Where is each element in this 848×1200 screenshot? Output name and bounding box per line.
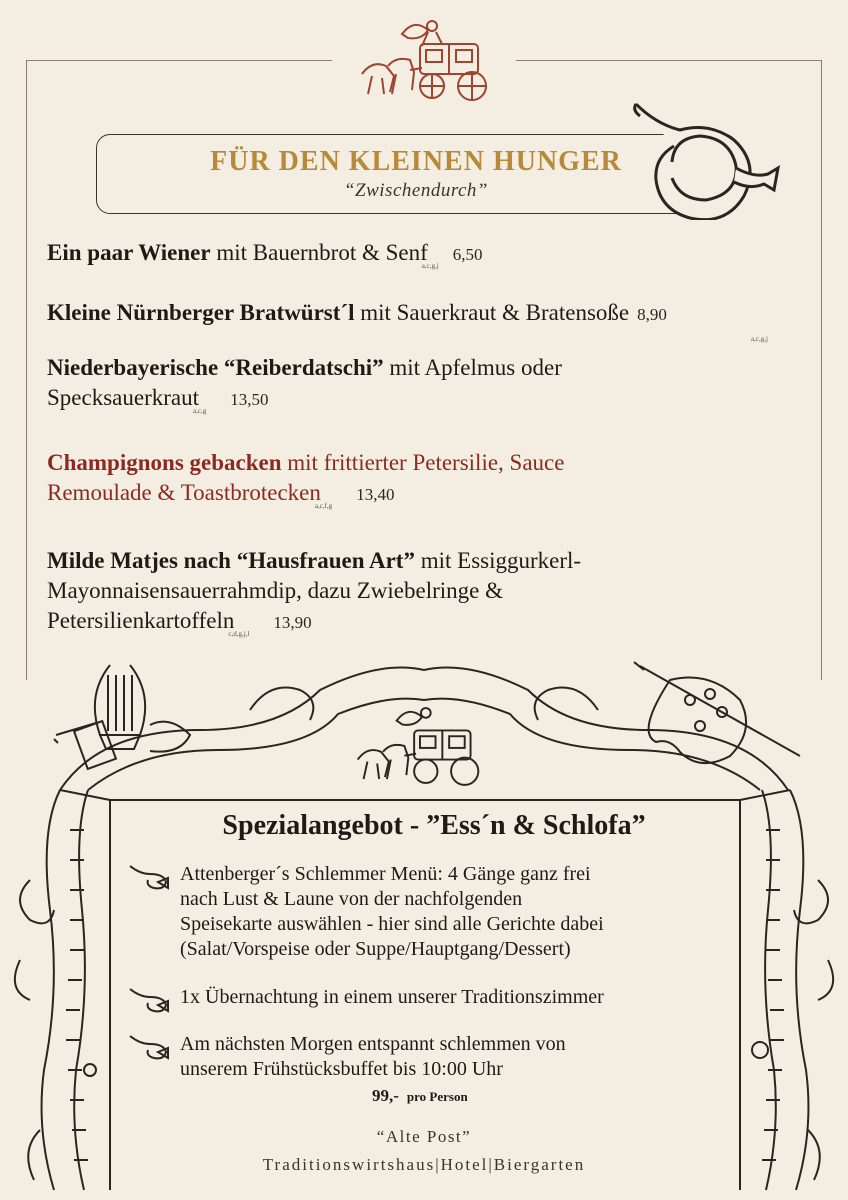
price: 13,50 [230,390,269,409]
frame-left [26,60,27,680]
posthorn-icon [632,96,782,220]
stagecoach-small-icon [348,700,490,790]
menu-item-champignons: Champignons gebacken mit frittierter Petersilie, Sauce Remoulade & Toastbrotecken$_{a,c,f,g}$13,40 [47,450,565,510]
allergen-code: a,c,g [193,407,207,415]
price: 8,90 [637,305,667,324]
stagecoach-logo-icon [352,14,498,104]
offer-bullet: 1x Übernachtung in einem unserer Traditionszimmer [128,985,728,1015]
menu-item-bratwurst: Kleine Nürnberger Bratwürst´l mit Sauerkraut & Bratensoße a,c,g,j 8,90 [47,298,667,330]
menu-item-wiener: Ein paar Wiener mit Bauernbrot & Senf$_{a,c,g,j}$6,50 [47,240,483,270]
price: 6,50 [452,245,483,264]
frame-top-left [26,60,332,61]
lyre-ornament-icon [50,655,200,775]
offer-price: 99,- pro Person [372,1086,468,1105]
menu-item-reiberdatschi: Niederbayerische “Reiberdatschi” mit Apfelmus oder Specksauerkraut$_{a,c,g}$13,50 [47,355,562,415]
frame-top-right [516,60,822,61]
offer-title: Spezialangebot - ”Ess´n & Schlofa” [222,810,646,841]
menu-item-matjes: Milde Matjes nach “Hausfrauen Art” mit Essiggurkerl- Mayonnaisensauerrahmdip, dazu Zwiebelringe & Petersilienkartoffeln$_{c,d,g,j,l}$13,90 [47,548,582,638]
footer-name: “Alte Post” [376,1127,472,1146]
allergen-code: c,d,g,j,l [228,630,250,638]
section-title: FÜR DEN KLEINEN HUNGER [210,146,622,177]
offer-bullet: Am nächsten Morgen entspannt schlemmen von unserem Frühstücksbuffet bis 10:00 Uhr [128,1032,728,1087]
palette-ornament-icon [630,660,810,770]
posthorn-bullet-icon [128,862,172,892]
section-subtitle: “Zwischendurch” [343,180,489,201]
offer-bullet: Attenberger´s Schlemmer Menü: 4 Gänge ganz frei nach Lust & Laune von der nachfolgenden Speisekarte auswählen - hier sind alle Gerichte dabei (Salat/Vorspeise oder Suppe/Hauptgang/Dessert) [128,862,728,972]
allergen-code: a,c,f,g [314,502,333,510]
footer-tagline: Traditionswirtshaus|Hotel|Biergarten [262,1155,586,1174]
frame-right [821,60,822,680]
posthorn-bullet-icon [128,1032,172,1062]
allergen-code: a,c,g,j [421,262,439,270]
price: 13,90 [273,613,312,632]
allergen-code: a,c,g,j [751,335,768,343]
posthorn-bullet-icon [128,985,172,1015]
price: 13,40 [356,485,395,504]
